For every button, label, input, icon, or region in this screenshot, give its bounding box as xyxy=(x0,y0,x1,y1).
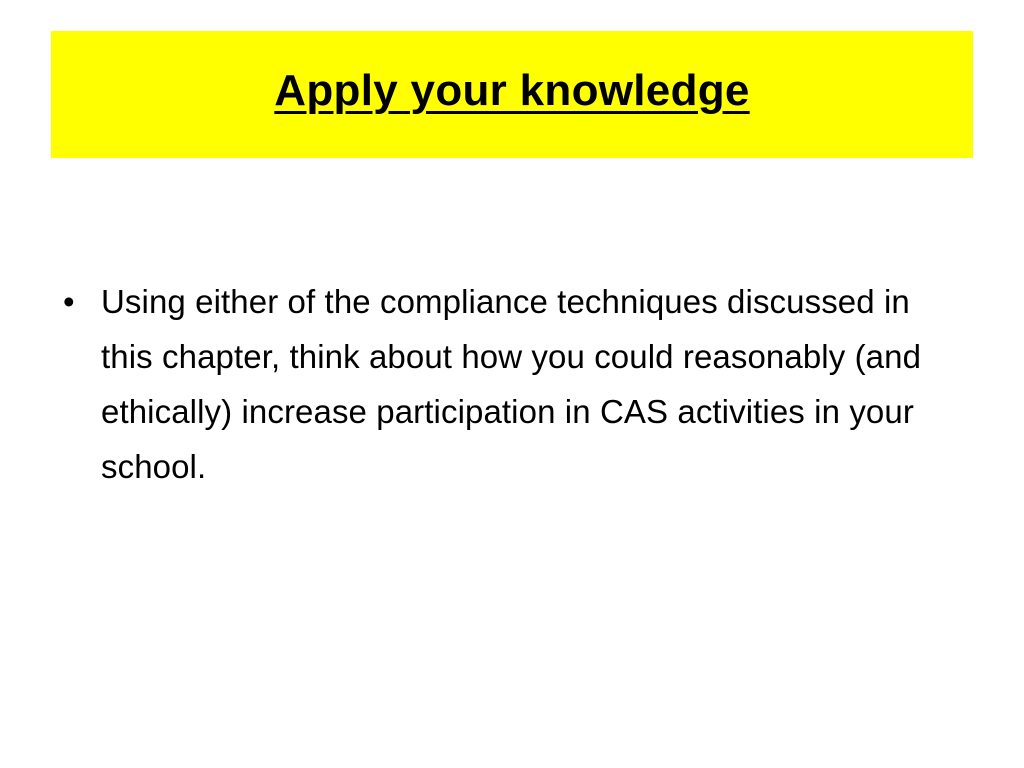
bullet-dot-icon: • xyxy=(63,283,75,320)
slide-title: Apply your knowledge xyxy=(274,65,750,115)
bullet-list xyxy=(57,274,967,494)
bullet-text: Using either of the compliance techniques discussed in this chapter, think about how you could reasonably (and ethically) increase participation in CAS activities in your school. xyxy=(101,283,922,485)
title-banner xyxy=(51,31,973,158)
bullet-item xyxy=(57,274,967,494)
slide-content xyxy=(57,274,967,494)
